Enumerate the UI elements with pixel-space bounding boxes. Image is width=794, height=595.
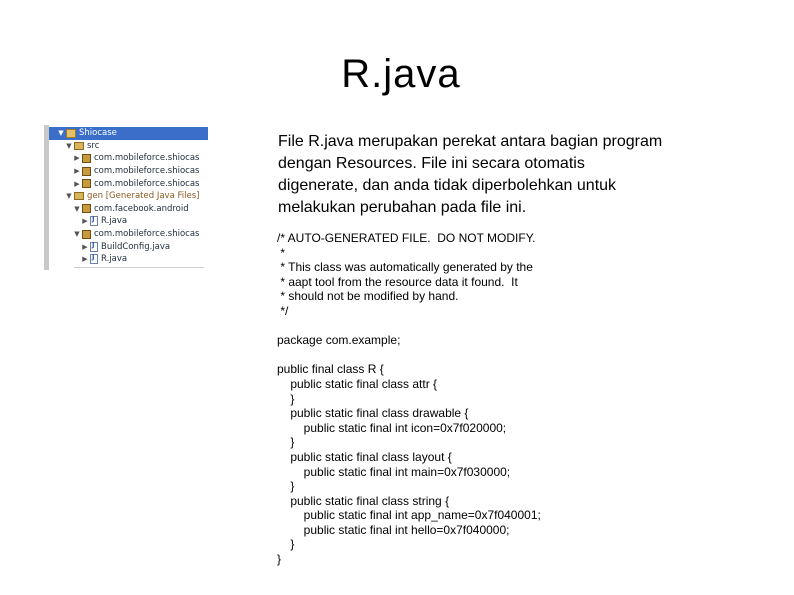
expanded-arrow-icon[interactable]: ▼ (74, 204, 80, 213)
tree-item-label: src (87, 140, 100, 151)
package-icon (82, 230, 91, 239)
description-line: File R.java merupakan perekat antara bagian program (278, 133, 663, 150)
code-line: public static final int app_name=0x7f040001; (277, 508, 541, 523)
code-line: public final class R { (277, 362, 384, 377)
code-line: public static final class string { (277, 493, 450, 508)
tree-item-label: com.facebook.android (94, 203, 189, 214)
code-line: public static final int hello=0x7f040000; (277, 522, 510, 537)
tree-item[interactable] (49, 240, 208, 253)
tree-item[interactable] (49, 127, 208, 140)
expanded-arrow-icon[interactable]: ▼ (66, 141, 72, 150)
code-line: package com.example; (277, 333, 401, 348)
tree-item-label: com.mobileforce.shiocas (94, 178, 200, 189)
tree-item-label: BuildConfig.java (101, 241, 171, 252)
expanded-arrow-icon[interactable]: ▼ (66, 192, 72, 201)
code-line: */ (277, 303, 289, 318)
tree-item[interactable] (49, 253, 208, 266)
code-line: * should not be modified by hand. (277, 289, 459, 304)
tree-item[interactable] (49, 140, 208, 153)
code-line: public static final class layout { (277, 449, 452, 464)
expanded-arrow-icon[interactable]: ▼ (58, 129, 64, 138)
tree-item[interactable] (49, 165, 208, 178)
collapsed-arrow-icon[interactable]: ▶ (74, 167, 80, 176)
tree-item-label: gen [Generated Java Files] (87, 191, 200, 202)
code-line: } (277, 537, 295, 552)
tree-item[interactable] (49, 203, 208, 216)
tree-item-label: com.mobileforce.shiocas (94, 153, 200, 164)
expanded-arrow-icon[interactable]: ▼ (74, 230, 80, 239)
tree-item-label: R.java (101, 254, 128, 265)
code-line: public static final class attr { (277, 376, 438, 391)
project-folder-icon (66, 129, 76, 138)
tree-item-label: R.java (101, 216, 128, 227)
package-icon (82, 204, 91, 213)
code-line: * (277, 245, 286, 260)
source-folder-icon (74, 192, 84, 200)
code-line: * This class was automatically generated by the (277, 260, 533, 275)
package-icon (82, 167, 91, 176)
tree-item-label: Shiocase (79, 128, 117, 139)
collapsed-arrow-icon[interactable]: ▶ (74, 179, 80, 188)
code-line: } (277, 552, 282, 567)
code-line: } (277, 435, 295, 450)
tree-item[interactable] (49, 228, 208, 241)
code-line (277, 348, 747, 363)
tree-item-label: com.mobileforce.shiocas (94, 166, 200, 177)
collapsed-arrow-icon[interactable]: ▶ (82, 242, 88, 251)
source-folder-icon (74, 142, 84, 150)
code-line: public static final class drawable { (277, 406, 469, 421)
tree-item[interactable] (49, 215, 208, 228)
code-line: public static final int main=0x7f030000; (277, 464, 511, 479)
java-file-icon (90, 254, 98, 264)
code-line: public static final int icon=0x7f020000; (277, 420, 507, 435)
package-icon (82, 179, 91, 188)
description-line: digenerate, dan anda tidak diperbolehkan untuk (278, 177, 617, 194)
tree-item[interactable] (49, 152, 208, 165)
slide-title: R.java (341, 52, 461, 96)
java-file-icon (90, 216, 98, 226)
code-line: /* AUTO-GENERATED FILE. DO NOT MODIFY. (277, 231, 536, 245)
package-explorer-tree (44, 125, 208, 272)
java-file-icon (90, 242, 98, 252)
code-line (277, 319, 747, 334)
collapsed-arrow-icon[interactable]: ▶ (82, 255, 88, 264)
collapsed-arrow-icon[interactable]: ▶ (74, 154, 80, 163)
code-line: } (277, 479, 295, 494)
code-line: } (277, 391, 295, 406)
tree-item-label: com.mobileforce.shiocas (94, 229, 200, 240)
description-line: dengan Resources. File ini secara otomatis (278, 155, 585, 172)
tree-divider (74, 267, 204, 268)
tree-item[interactable] (49, 177, 208, 190)
collapsed-arrow-icon[interactable]: ▶ (82, 217, 88, 226)
description-text (278, 131, 728, 219)
r-java-code-listing (277, 231, 747, 567)
code-line: * aapt tool from the resource data it found. It (277, 274, 518, 289)
tree-item[interactable] (49, 190, 208, 203)
package-icon (82, 154, 91, 163)
description-line: melakukan perubahan pada file ini. (278, 199, 527, 216)
